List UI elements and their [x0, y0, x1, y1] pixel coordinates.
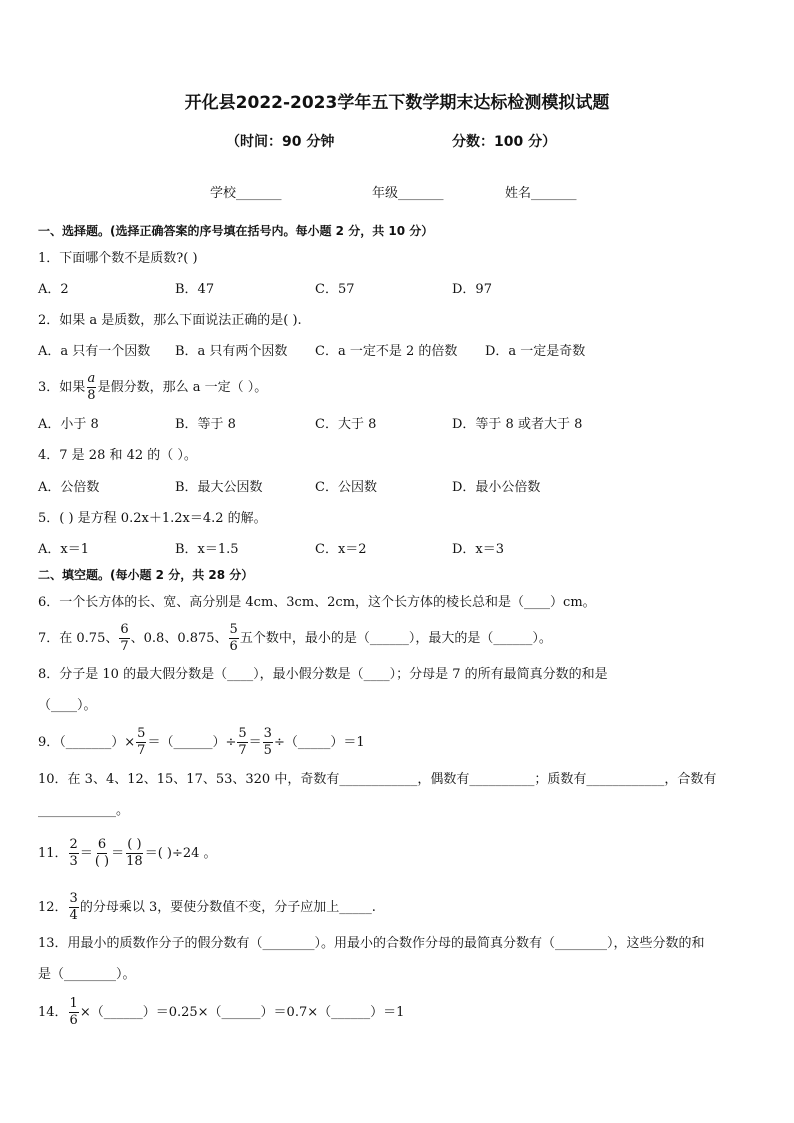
- q4-option-c: C．公因数: [315, 480, 377, 495]
- fraction-denominator: 6: [69, 1012, 78, 1028]
- q9-text-mid-1: ＝（______）÷: [147, 734, 237, 750]
- question-2-stem: 2．如果 a 是质数，那么下面说法正确的是( ).: [38, 313, 302, 328]
- fraction-3-over-5: [263, 727, 273, 757]
- fraction-denominator: 7: [137, 742, 146, 758]
- question-12-stem: [38, 888, 376, 926]
- fraction-denominator-blank: ( ): [94, 853, 110, 869]
- school-field: 学校_______: [210, 186, 282, 201]
- section-heading-fill: 二、填空题。(每小题 2 分，共 28 分）: [38, 568, 254, 582]
- question-8-line-1: 8．分子是 10 的最大假分数是（____），最小假分数是（____）；分母是 7 的所有最简真分数的和是: [38, 667, 608, 682]
- q7-text-pre: 7．在 0.75、: [38, 630, 119, 646]
- q2-option-d: D．a 一定是奇数: [485, 344, 586, 359]
- q4-option-b: B．最大公因数: [175, 480, 263, 495]
- q11-equals-2: ＝: [111, 845, 125, 861]
- q3-option-a: A．小于 8: [38, 417, 99, 432]
- question-14-stem: [38, 993, 404, 1031]
- question-11-stem: [38, 832, 217, 874]
- q2-option-c: C．a 一定不是 2 的倍数: [315, 344, 458, 359]
- question-10-line-2: ____________。: [38, 803, 130, 818]
- exam-time: （时间：90 分钟: [226, 134, 335, 150]
- fraction-denominator: 6: [229, 638, 238, 654]
- q5-option-c: C．x＝2: [315, 542, 367, 557]
- q12-text-post: 的分母乘以 3，要使分数值不变，分子应加上_____.: [79, 899, 376, 915]
- q3-text-post: 是假分数，那么 a 一定（ ）。: [97, 379, 268, 395]
- q5-option-a: A．x＝1: [38, 542, 89, 557]
- fraction-1-over-6: [69, 997, 79, 1027]
- fraction-numerator: 5: [137, 725, 146, 741]
- fraction-numerator: 5: [238, 725, 247, 741]
- q4-option-a: A．公倍数: [38, 480, 100, 495]
- question-4-stem: 4．7 是 28 和 42 的（ ）。: [38, 448, 197, 463]
- question-8-line-2: （____）。: [38, 698, 97, 713]
- q4-option-d: D．最小公倍数: [452, 480, 541, 495]
- q11-text-pre: 11．: [38, 845, 68, 861]
- fraction-6-over-blank: [94, 838, 110, 868]
- fraction-denominator: 3: [69, 853, 78, 869]
- q3-option-c: C．大于 8: [315, 417, 377, 432]
- fraction-numerator: 6: [120, 621, 129, 637]
- q14-text-post: ×（______）＝0.25×（______）＝0.7×（______）＝1: [79, 1004, 405, 1020]
- fraction-blank-over-18: [125, 838, 144, 868]
- fraction-denominator: 8: [87, 387, 96, 403]
- q3-text-pre: 3．如果: [38, 379, 86, 395]
- name-field: 姓名_______: [505, 186, 577, 201]
- exam-title: 开化县2022-2023学年五下数学期末达标检测模拟试题: [184, 93, 610, 113]
- q2-option-a: A．a 只有一个因数: [38, 344, 151, 359]
- q7-text-mid: 、0.8、0.875、: [130, 630, 228, 646]
- fraction-numerator-blank: ( ): [127, 836, 142, 852]
- fraction-5-over-6: [229, 623, 239, 653]
- q5-option-b: B．x＝1.5: [175, 542, 239, 557]
- fraction-2-over-3: [69, 838, 79, 868]
- q3-option-d: D．等于 8 或者大于 8: [452, 417, 583, 432]
- grade-field: 年级_______: [372, 186, 444, 201]
- question-13-line-2: 是（________）。: [38, 967, 136, 982]
- q12-text-pre: 12．: [38, 899, 68, 915]
- fraction-3-over-4: [69, 892, 79, 922]
- fraction-denominator: 4: [69, 907, 78, 923]
- q9-text-mid-2: ＝: [248, 734, 262, 750]
- question-1-stem: 1．下面哪个数不是质数?( ): [38, 251, 198, 266]
- question-10-line-1: 10．在 3、4、12、15、17、53、320 中，奇数有____________，偶数有__________；质数有____________，合数有: [38, 772, 717, 787]
- q2-option-b: B．a 只有两个因数: [175, 344, 288, 359]
- fraction-denominator: 7: [120, 638, 129, 654]
- q11-text-post: ＝( )÷24 。: [144, 845, 217, 861]
- exam-score: 分数：100 分）: [452, 134, 557, 150]
- question-5-stem: 5．( ) 是方程 0.2x＋1.2x＝4.2 的解。: [38, 511, 267, 526]
- question-7-stem: [38, 620, 552, 656]
- fraction-a-over-8: [86, 372, 96, 402]
- q14-text-pre: 14．: [38, 1004, 68, 1020]
- section-heading-choice: 一、选择题。(选择正确答案的序号填在括号内。每小题 2 分，共 10 分）: [38, 224, 434, 238]
- fraction-5-over-7-second: [237, 727, 247, 757]
- q1-option-a: A．2: [38, 282, 69, 297]
- q1-option-d: D．97: [452, 282, 492, 297]
- q9-text-post: ÷（_____）＝1: [273, 734, 365, 750]
- question-6-stem: 6．一个长方体的长、宽、高分别是 4cm、3cm、2cm，这个长方体的棱长总和是（____）cm。: [38, 595, 596, 610]
- q11-equals-1: ＝: [79, 845, 93, 861]
- fraction-numerator: 5: [229, 621, 238, 637]
- fraction-denominator: 7: [238, 742, 247, 758]
- fraction-denominator: 18: [126, 853, 143, 869]
- q9-text-pre: 9．（_______）×: [38, 734, 136, 750]
- q3-option-b: B．等于 8: [175, 417, 236, 432]
- fraction-5-over-7: [136, 727, 146, 757]
- fraction-numerator: 1: [69, 995, 78, 1011]
- question-13-line-1: 13．用最小的质数作分子的假分数有（________）。用最小的合数作分母的最简真分数有（________），这些分数的和: [38, 936, 705, 951]
- q5-option-d: D．x＝3: [452, 542, 505, 557]
- fraction-numerator: a: [87, 370, 96, 386]
- question-9-stem: [38, 724, 365, 760]
- q7-text-post: 五个数中，最小的是（______），最大的是（______）。: [239, 630, 552, 646]
- fraction-6-over-7: [119, 623, 129, 653]
- fraction-numerator: 6: [97, 836, 107, 852]
- fraction-denominator: 5: [263, 742, 272, 758]
- fraction-numerator: 2: [69, 836, 78, 852]
- q1-option-b: B．47: [175, 282, 215, 297]
- question-3-stem: [38, 370, 267, 404]
- fraction-numerator: 3: [263, 725, 272, 741]
- q1-option-c: C．57: [315, 282, 355, 297]
- fraction-numerator: 3: [69, 890, 78, 906]
